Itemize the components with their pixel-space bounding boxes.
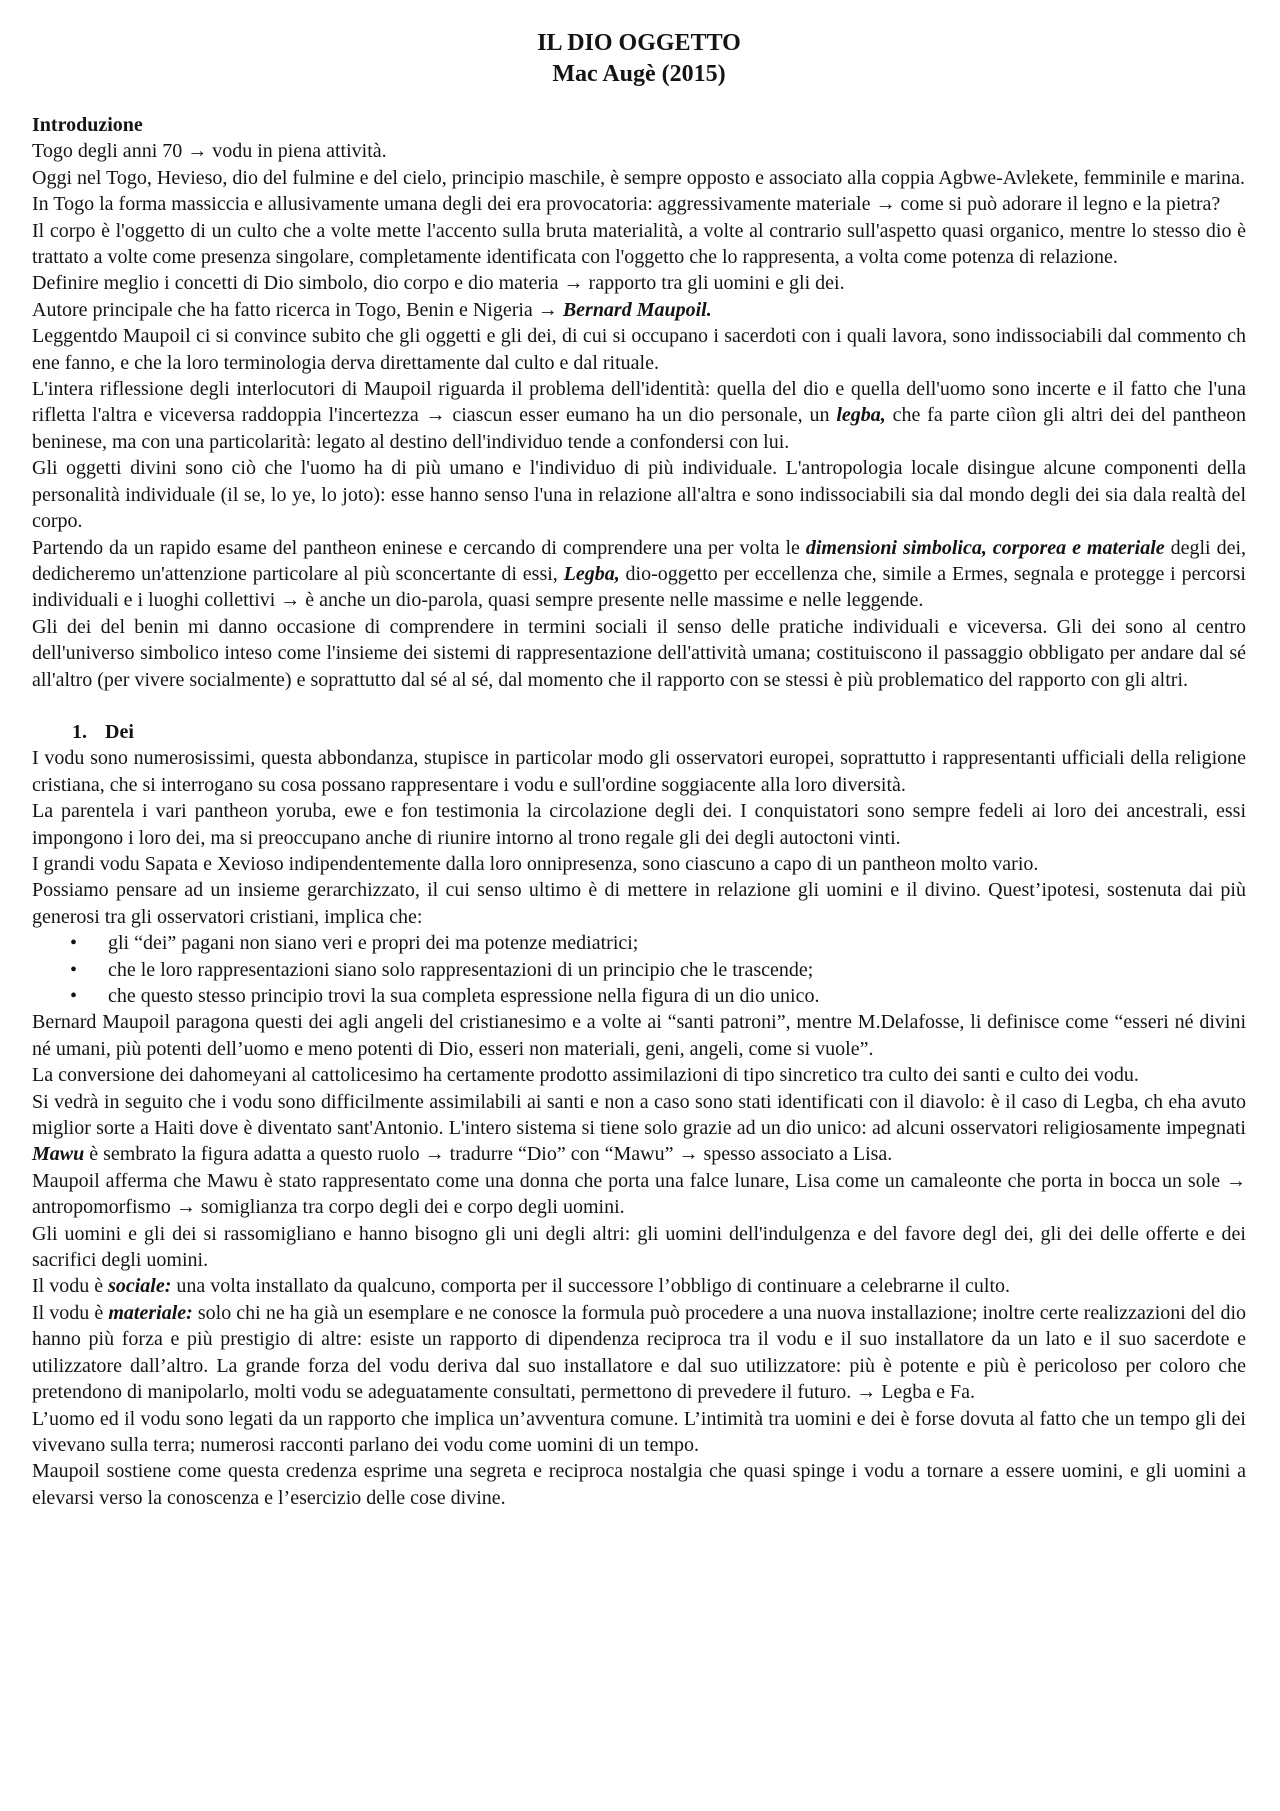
section-number: 1.	[72, 720, 87, 743]
paragraph: Oggi nel Togo, Hevieso, dio del fulmine e del cielo, principio maschile, è sempre opposto e associato alla coppia Agbwe-Avlekete, femminile e marina.	[32, 166, 1246, 189]
paragraph: Togo degli anni 70 → vodu in piena attività.	[32, 140, 387, 163]
paragraph	[32, 1273, 1246, 1299]
paragraph: Bernard Maupoil paragona questi dei agli angeli del cristianesimo e a volte ai “santi patroni”, mentre M.Delafosse, li definisce come “esseri né divini né umani, più potenti dell’uomo e meno potenti di Dio, esseri non materiali, geni, angeli, come si vuole”.	[32, 1011, 1246, 1060]
text-run: degli dei, dedicheremo un'attenzione particolare al più sconcertante di essi,	[32, 536, 1247, 585]
bullet-icon: •	[70, 932, 78, 955]
title-block	[32, 28, 1246, 90]
paragraph	[32, 1300, 1246, 1406]
list-item	[32, 957, 1246, 983]
paragraph: Il corpo è l'oggetto di un culto che a volte mette l'accento sulla bruta materialità, a volte al contrario sull'aspetto quasi organico, mentre lo stesso dio è trattato a volte come presenza singolare, completamente identificata con l'oggetto che lo rappresenta, a volta come potenza di relazione.	[32, 219, 1246, 269]
paragraph: L’uomo ed il vodu sono legati da un rapporto che implica un’avventura comune. L’intimità tra uomini e dei è forse dovuta al fatto che un tempo gli dei vivevano sulla terra; numerosi racconti parlano dei vodu come uomini di un tempo.	[32, 1407, 1246, 1456]
paragraph: Gli uomini e gli dei si rassomigliano e hanno bisogno gli uni degli altri: gli uomini dell'indulgenza e del favore degl dei, gli dei delle offerte e dei sacrifici degli uomini.	[32, 1222, 1246, 1272]
intro-section	[32, 112, 1246, 693]
emphasis-term: Mawu	[32, 1143, 85, 1166]
paragraph	[32, 1089, 1246, 1168]
text-run: una volta installato da qualcuno, comporta per il successore l’obbligo di continuare a celebrarne il culto.	[171, 1275, 1011, 1298]
list-item	[32, 930, 1246, 956]
section-title: Dei	[105, 720, 134, 743]
paragraph: La parentela i vari pantheon yoruba, ewe e fon testimonia la circolazione degli dei. I conquistatori sono sempre fedeli ai loro dei ancestrali, essi impongono i loro dei, ma si preoccupano anche di riunire intorno al trono regale gli dei degli autoctoni vinti.	[32, 800, 1246, 849]
text-run: solo chi ne ha già un esemplare e ne conosce la formula può procedere a una nuova installazione; inoltre certe realizzazioni del dio hanno più forza e più prestigio di altre: esiste un rapporto di dipendenza reciproca tra il vodu e il suo installatore da un lato e il suo sacerdote e utilizzatore dall’altro. La grande forza del vodu deriva dal suo installatore e dal suo utilizzatore: più è potente e più è pericoloso per coloro che pretendono di manipolarlo, molti vodu se adeguatamente consultati, permettono di prevedere il futuro. → Legba e Fa.	[32, 1301, 1246, 1404]
text-run: L'intera riflessione degli interlocutori di Maupoil riguarda il problema dell'identità: quella del dio e quella dell'uomo sono incerte e il fatto che l'una rifletta l'altra e viceversa raddoppia l'incertezza → ciascun esser eumano ha un dio personale, un	[32, 378, 1246, 427]
paragraph: I vodu sono numerosissimi, questa abbondanza, stupisce in particolar modo gli osservatori europei, soprattutto i rappresentanti ufficiali della religione cristiana, che si interrogano su cosa possano rappresentare i vodu e sull'ordine soggiacente alla loro diversità.	[32, 747, 1246, 796]
list-item-text: che questo stesso principio trovi la sua completa espressione nella figura di un dio unico.	[108, 985, 820, 1007]
paragraph: In Togo la forma massiccia e allusivamente umana degli dei era provocatoria: aggressivamente materiale → come si può adorare il legno e la pietra?	[32, 193, 1221, 216]
paragraph	[32, 297, 1246, 323]
document-title: IL DIO OGGETTO	[537, 30, 741, 56]
paragraph: I grandi vodu Sapata e Xevioso indipendentemente dalla loro onnipresenza, sono ciascuno a capo di un pantheon molto vario.	[32, 852, 1039, 875]
paragraph: Gli oggetti divini sono ciò che l'uomo ha di più umano e l'individuo di più individuale. L'antropologia locale disingue alcune componenti della personalità individuale (il se, lo ye, lo joto): esse hanno senso l'una in relazione all'altra e sono indissociabili sia dal mondo degli dei sia dala realtà del corpo.	[32, 457, 1246, 533]
list-item	[32, 983, 1246, 1009]
intro-heading: Introduzione	[32, 114, 143, 136]
emphasis-term: dimensioni simbolica, corporea e materiale	[805, 536, 1165, 559]
paragraph: Leggentdo Maupoil ci si convince subito che gli oggetti e gli dei, di cui si occupano i sacerdoti con i quali lavora, sono indissociabili dal commento ch ene fanno, e che la loro terminologia derva direttamente dal culto e dal rituale.	[32, 325, 1246, 374]
author-name: Bernard Maupoil.	[562, 298, 712, 321]
bullet-icon: •	[70, 958, 78, 981]
section-dei	[32, 719, 1246, 1511]
emphasis-term: legba,	[836, 404, 886, 427]
text-run: Partendo da un rapido esame del pantheon eninese e cercando di comprendere una per volta le	[32, 536, 806, 559]
text-run: Il vodu è	[32, 1275, 109, 1298]
text-run: dio-oggetto per eccellenza che, simile a Ermes, segnala e protegge i percorsi individuali e i luoghi collettivi → è anche un dio-parola, quasi sempre presente nelle massime e nelle leggende.	[32, 562, 1246, 612]
emphasis-term: sociale:	[108, 1275, 172, 1298]
emphasis-term: materiale:	[108, 1301, 193, 1324]
bullet-icon: •	[70, 985, 78, 1007]
paragraph: Maupoil sostiene come questa credenza esprime una segreta e reciproca nostalgia che quasi spinge i vodu a tornare a essere uomini, e gli uomini a elevarsi verso la conoscenza e l’esercizio delle cose divine.	[32, 1460, 1246, 1509]
bullet-list	[32, 930, 1246, 1009]
paragraph: Definire meglio i concetti di Dio simbolo, dio corpo e dio materia → rapporto tra gli uomini e gli dei.	[32, 272, 845, 295]
paragraph: Gli dei del benin mi danno occasione di comprendere in termini sociali il senso delle pratiche individuali e viceversa. Gli dei sono al centro dell'universo simbolico inteso come l'insieme dei sistemi di rappresentazione dell'attività umana; costituiscono il passaggio obbligato per andare dal sé all'altro (per vivere socialmente) e soprattutto dal sé al sé, dal momento che il rapporto con se stessi è più problematico del rapporto con gli altri.	[32, 615, 1246, 691]
paragraph	[32, 376, 1246, 455]
emphasis-term: Legba,	[563, 562, 620, 585]
text-run: Si vedrà in seguito che i vodu sono difficilmente assimilabili ai santi e non a caso sono stati identificati con il diavolo: è il caso di Legba, ch eha avuto miglior sorte a Haiti dove è diventato sant'Antonio. L'intero sistema si tiene solo grazie ad un dio unico: ad alcuni osservatori religiosamente impegnati	[32, 1090, 1246, 1140]
section-heading	[32, 719, 1246, 745]
document-subtitle: Mac Augè (2015)	[552, 61, 726, 87]
text-run: Il vodu è	[32, 1301, 109, 1324]
paragraph	[32, 535, 1246, 614]
text-run: che fa parte ciìon gli altri dei del pantheon beninese, ma con una particolarità: legato al destino dell'individuo tende a confondersi con lui.	[32, 404, 1246, 453]
list-item-text: che le loro rappresentazioni siano solo rappresentazioni di un principio che le trascende;	[108, 958, 814, 981]
list-item-text: gli “dei” pagani non siano veri e propri dei ma potenze mediatrici;	[108, 932, 639, 955]
paragraph: Maupoil afferma che Mawu è stato rappresentato come una donna che porta una falce lunare, Lisa come un camaleonte che porta in bocca un sole → antropomorfismo → somiglianza tra corpo degli dei e corpo degli uomini.	[32, 1169, 1246, 1219]
paragraph: Possiamo pensare ad un insieme gerarchizzato, il cui senso ultimo è di mettere in relazione gli uomini e il divino. Quest’ipotesi, sostenuta dai più generosi tra gli osservatori cristiani, implica che:	[32, 879, 1246, 928]
paragraph: La conversione dei dahomeyani al cattolicesimo ha certamente prodotto assimilazioni di tipo sincretico tra culto dei santi e culto dei vodu.	[32, 1064, 1139, 1087]
text-run: è sembrato la figura adatta a questo ruolo → tradurre “Dio” con “Mawu” → spesso associato a Lisa.	[84, 1143, 893, 1166]
text-run: Autore principale che ha fatto ricerca in Togo, Benin e Nigeria →	[32, 298, 563, 321]
